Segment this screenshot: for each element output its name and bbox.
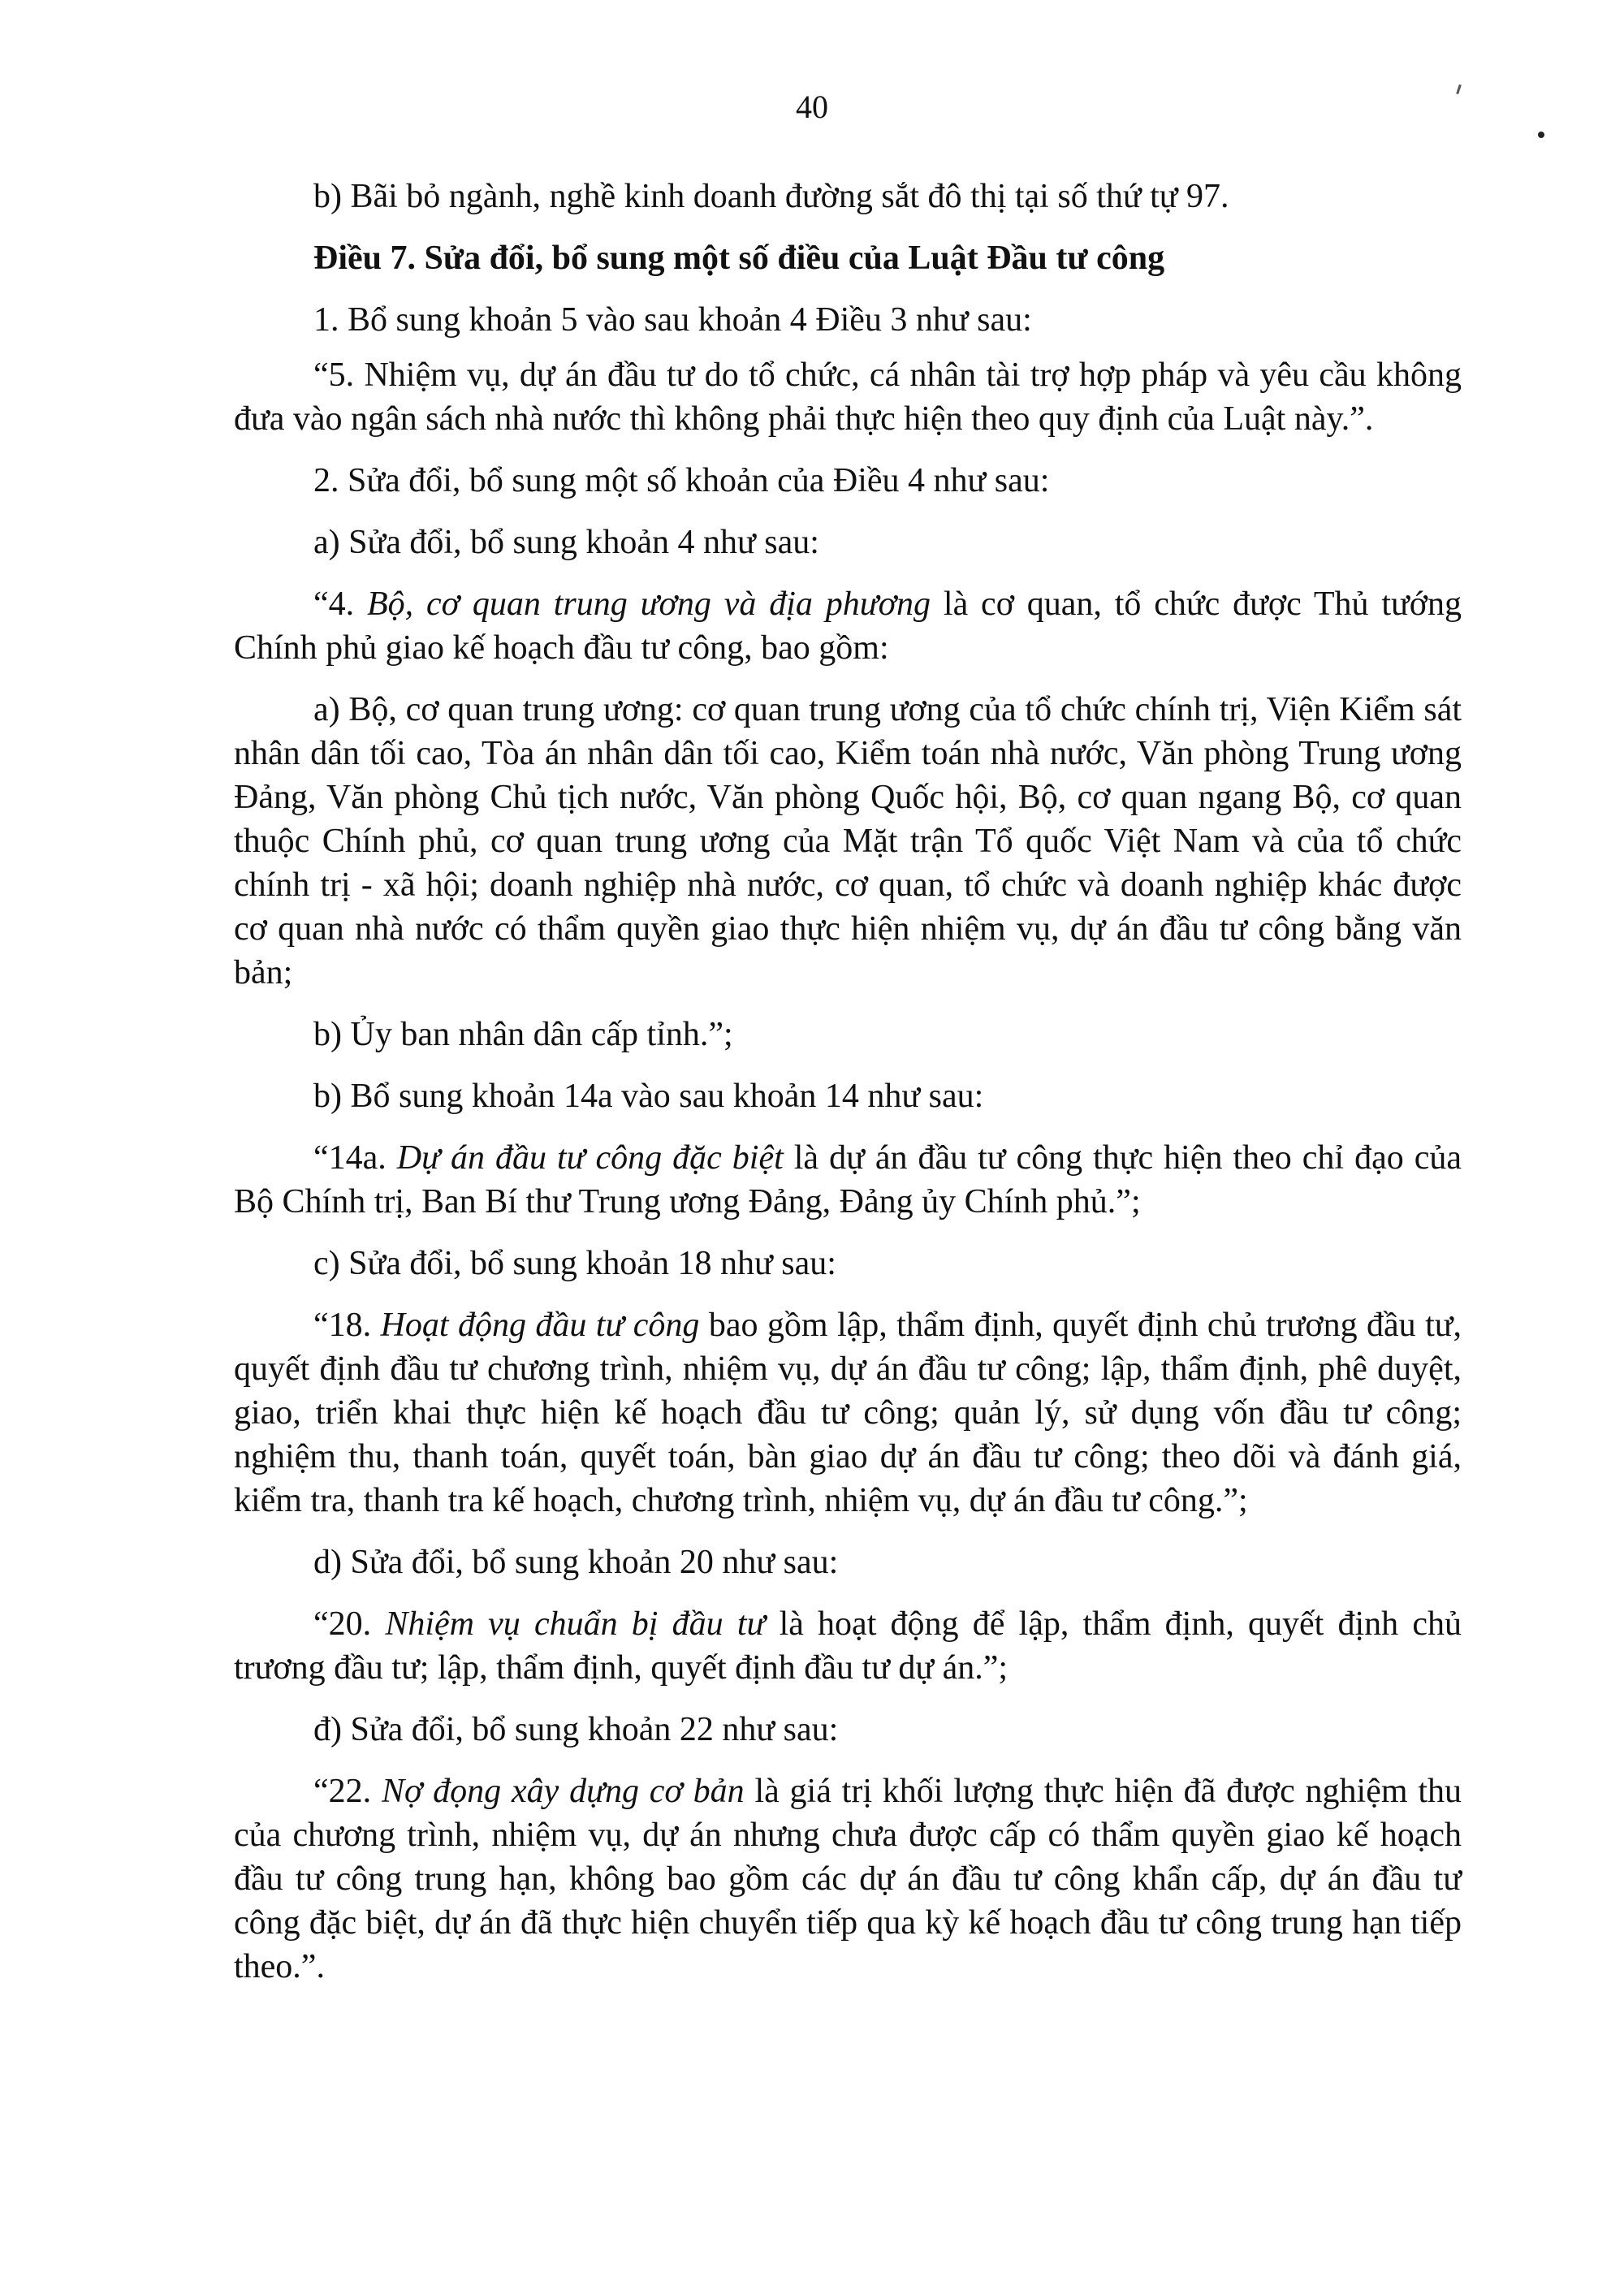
clause-number: “4.: [313, 585, 367, 623]
definition-paragraph: [234, 1303, 1462, 1523]
paragraph: a) Sửa đổi, bổ sung khoản 4 như sau:: [313, 524, 819, 561]
definition-text: bao gồm lập, thẩm định, quyết định chủ trương đầu tư, quyết định đầu tư chương trình, nhiệm vụ, dự án đầu tư công; lập, thẩm định, phê duyệt, giao, triển khai thực hiện kế hoạch đầu tư công; quản lý, sử dụng vốn đầu tư công; nghiệm thu, thanh toán, quyết toán, bàn giao dự án đầu tư công; theo dõi và đánh giá, kiểm tra, thanh tra kế hoạch, chương trình, nhiệm vụ, dự án đầu tư công.”;: [234, 1307, 1462, 1519]
paragraph: “5. Nhiệm vụ, dự án đầu tư do tổ chức, cá nhân tài trợ hợp pháp và yêu cầu không đưa vào ngân sách nhà nước thì không phải thực hiện theo quy định của Luật này.”.: [234, 356, 1462, 438]
definition-paragraph: [234, 1769, 1462, 1989]
clause-number: “14a.: [313, 1139, 397, 1177]
clause-number: “22.: [313, 1773, 382, 1810]
clause-number: “18.: [313, 1307, 381, 1344]
document-body: [234, 175, 1462, 2007]
paragraph: a) Bộ, cơ quan trung ương: cơ quan trung ương của tổ chức chính trị, Viện Kiểm sát nhân dân tối cao, Tòa án nhân dân tối cao, Kiểm toán nhà nước, Văn phòng Trung ương Đảng, Văn phòng Chủ tịch nước, Văn phòng Quốc hội, Bộ, cơ quan ngang Bộ, cơ quan thuộc Chính phủ, cơ quan trung ương của Mặt trận Tổ quốc Việt Nam và của tổ chức chính trị - xã hội; doanh nghiệp nhà nước, cơ quan, tổ chức và doanh nghiệp khác được cơ quan nhà nước có thẩm quyền giao thực hiện nhiệm vụ, dự án đầu tư công bằng văn bản;: [234, 691, 1462, 991]
clause-number: “20.: [313, 1605, 386, 1643]
defined-term: Hoạt động đầu tư công: [380, 1307, 700, 1344]
definition-paragraph: [234, 1602, 1462, 1690]
article-heading: Điều 7. Sửa đổi, bổ sung một số điều của Luật Đầu tư công: [313, 240, 1165, 277]
defined-term: Bộ, cơ quan trung ương và địa phương: [366, 585, 931, 623]
definition-text: là hoạt động để lập, thẩm định, quyết định chủ trương đầu tư; lập, thẩm định, quyết định đầu tư dự án.”;: [234, 1605, 1462, 1687]
defined-term: Dự án đầu tư công đặc biệt: [396, 1139, 784, 1177]
defined-term: Nhiệm vụ chuẩn bị đầu tư: [385, 1605, 766, 1643]
paragraph: b) Bổ sung khoản 14a vào sau khoản 14 như sau:: [313, 1078, 984, 1115]
definition-text: là dự án đầu tư công thực hiện theo chỉ đạo của Bộ Chính trị, Ban Bí thư Trung ương Đảng, Đảng ủy Chính phủ.”;: [234, 1139, 1462, 1220]
page-number: 40: [796, 89, 828, 125]
paragraph: b) Ủy ban nhân dân cấp tỉnh.”;: [313, 1016, 733, 1053]
definition-paragraph: [234, 582, 1462, 670]
definition-text: là giá trị khối lượng thực hiện đã được nghiệm thu của chương trình, nhiệm vụ, dự án nhưng chưa được cấp có thẩm quyền giao kế hoạch đầu tư công trung hạn, không bao gồm các dự án đầu tư công khẩn cấp, dự án đầu tư công đặc biệt, dự án đã thực hiện chuyển tiếp qua kỳ kế hoạch đầu tư công trung hạn tiếp theo.”.: [234, 1773, 1462, 1985]
paragraph: c) Sửa đổi, bổ sung khoản 18 như sau:: [313, 1245, 836, 1282]
definition-paragraph: [234, 1136, 1462, 1224]
paragraph: d) Sửa đổi, bổ sung khoản 20 như sau:: [313, 1544, 839, 1581]
paragraph: 1. Bổ sung khoản 5 vào sau khoản 4 Điều 3 như sau:: [313, 301, 1032, 339]
paragraph: 2. Sửa đổi, bổ sung một số khoản của Điều 4 như sau:: [313, 462, 1050, 499]
defined-term: Nợ đọng xây dựng cơ bản: [381, 1773, 745, 1810]
paragraph: b) Bãi bỏ ngành, nghề kinh doanh đường sắt đô thị tại số thứ tự 97.: [313, 178, 1229, 215]
paragraph: đ) Sửa đổi, bổ sung khoản 22 như sau:: [313, 1711, 839, 1748]
definition-text: là cơ quan, tổ chức được Thủ tướng Chính phủ giao kế hoạch đầu tư công, bao gồm:: [234, 585, 1462, 667]
scan-speck: [1538, 132, 1544, 138]
